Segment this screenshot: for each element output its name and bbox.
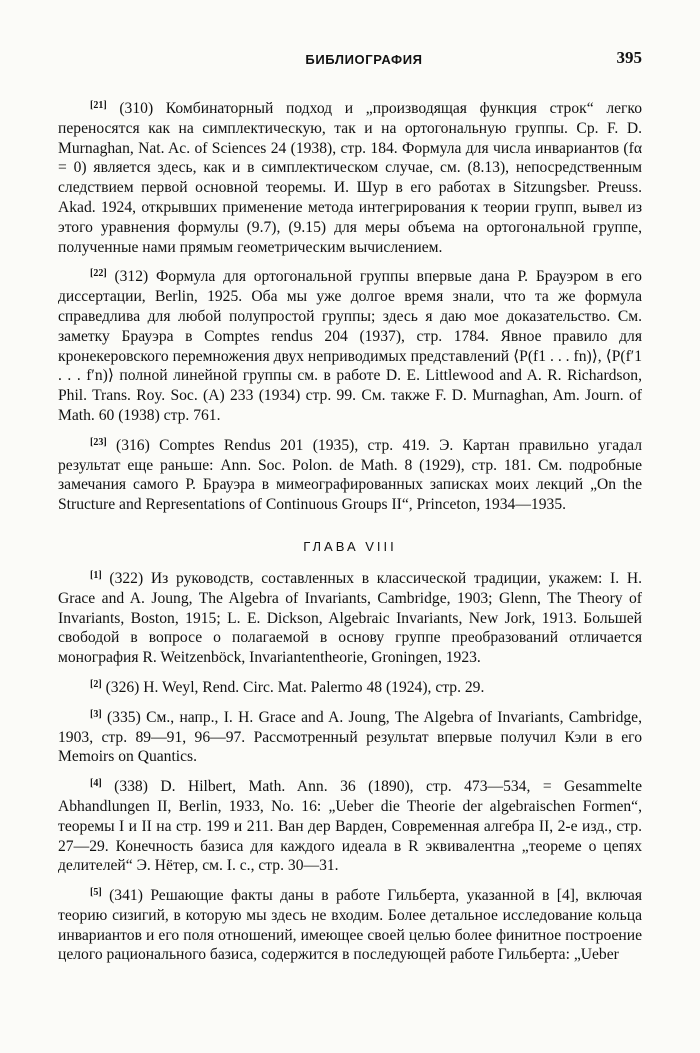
footnote-mark: [5] <box>90 887 102 899</box>
footnote-mark: [23] <box>90 436 107 448</box>
footnote-1 <box>58 566 642 668</box>
footnote-mark: [4] <box>90 778 102 790</box>
page-body <box>58 96 642 972</box>
footnote-text: (326) H. Weyl, Rend. Circ. Mat. Palermo 48 (1924), стр. 29. <box>105 678 485 696</box>
page-header <box>86 48 642 72</box>
chapter-heading: ГЛАВА VIII <box>303 538 397 554</box>
footnote-mark: [2] <box>90 678 102 690</box>
footnote-3 <box>58 705 642 767</box>
footnote-mark: [22] <box>90 268 107 280</box>
footnote-text: (338) D. Hilbert, Math. Ann. 36 (1890), стр. 473—534, = Gesammelte Abhandlungen II, Berlin, 1933, No. 16: „Ueber die Theorie der algebraischen Formen“, теоремы I и II на стр. 199 и 211. Ван дер Варден, Современная алгебра II, 2-е изд., стр. 27—29. Конечность базиса для каждого идеала в R эквивалентна „теореме о цепях делителей“ Э. Нётер, см. I. с., стр. 30—31. <box>58 778 642 875</box>
footnote-5 <box>58 883 642 965</box>
footnote-22 <box>58 264 642 425</box>
footnote-mark: [1] <box>90 569 102 581</box>
footnote-text: (316) Comptes Rendus 201 (1935), стр. 419. Э. Картан правильно угадал результат еще раньше: Ann. Soc. Polon. de Math. 8 (1929), стр. 181. См. подробные замечания самого Р. Брауэра в мимеографированных записках моих лекций „On the Structure and Representations of Continuous Groups II“, Princeton, 1934—1935. <box>58 436 642 514</box>
footnote-21 <box>58 96 642 257</box>
running-title: БИБЛИОГРАФИЯ <box>305 52 423 67</box>
footnote-2 <box>58 675 642 698</box>
footnote-mark: [3] <box>90 708 102 720</box>
footnote-text: (312) Формула для ортогональной группы впервые дана Р. Брауэром в его диссертации, Berlin, 1925. Оба мы уже долгое время знали, что та же формула справедлива для любой полупростой группы; здесь я даю мое доказательство. См. заметку Брауэра в Comptes rendus 204 (1937), стр. 1784. Явное правило для кронекеровского перемножения двух неприводимых представлений ⟨P(f1 . . . fn)⟩, ⟨P(f′1 . . . f′n)⟩ полной линейной группы см. в работе D. E. Littlewood and A. R. Richardson, Phil. Trans. Roy. Soc. (A) 233 (1934) стр. 99. См. также F. D. Murnaghan, Am. Journ. of Math. 60 (1938) стр. 761. <box>58 268 642 424</box>
footnote-23 <box>58 433 642 515</box>
footnote-text: (322) Из руководств, составленных в классической традиции, укажем: I. H. Grace and A. Joung, The Algebra of Invariants, Cambridge, 1903; Glenn, The Theory of Invariants, Boston, 1915; L. E. Dickson, Algebraic Invariants, New Jork, 1913. Большей свободой в вопросе о полагаемой в основу группе преобразований отличается монография R. Weitzenböck, Invariantentheorie, Groningen, 1923. <box>58 569 642 667</box>
footnote-mark: [21] <box>90 100 107 111</box>
footnote-text: (341) Решающие факты даны в работе Гильберта, указанной в [4], включая теорию сизигий, в которую мы здесь не входим. Более детальное исследование кольца инвариантов и его поля отношений, имеющее своей целью более финитное построение целого рационального базиса, содержится в последующей работе Гильберта: „Ueber <box>58 887 642 964</box>
footnote-text: (335) См., напр., I. H. Grace and A. Joung, The Algebra of Invariants, Cambridge, 1903, стр. 89—91, 96—97. Рассмотренный результат впервые получил Кэли в его Memoirs on Quantics. <box>58 708 642 766</box>
footnote-text: (310) Комбинаторный подход и „производящая функция строк“ легко переносятся как на симплектическую, так и на ортогональную группы. Ср. F. D. Murnaghan, Nat. Ac. of Sciences 24 (1938), стр. 184. Формула для числа инвариантов (fα = 0) является здесь, как и в симплектическом случае, см. (8.13), непосредственным следствием первой основной теоремы. И. Шур в его работах в Sitzungsber. Preuss. Akad. 1924, открывших применение метода интегрирования к теории групп, вывел из этого уравнения формулы (9.7), (9.15) для меры объема на ортогональной группе, полученные нами прямым геометрическим вычислением. <box>58 100 642 256</box>
page-number: 395 <box>616 48 642 67</box>
footnote-4 <box>58 774 642 876</box>
